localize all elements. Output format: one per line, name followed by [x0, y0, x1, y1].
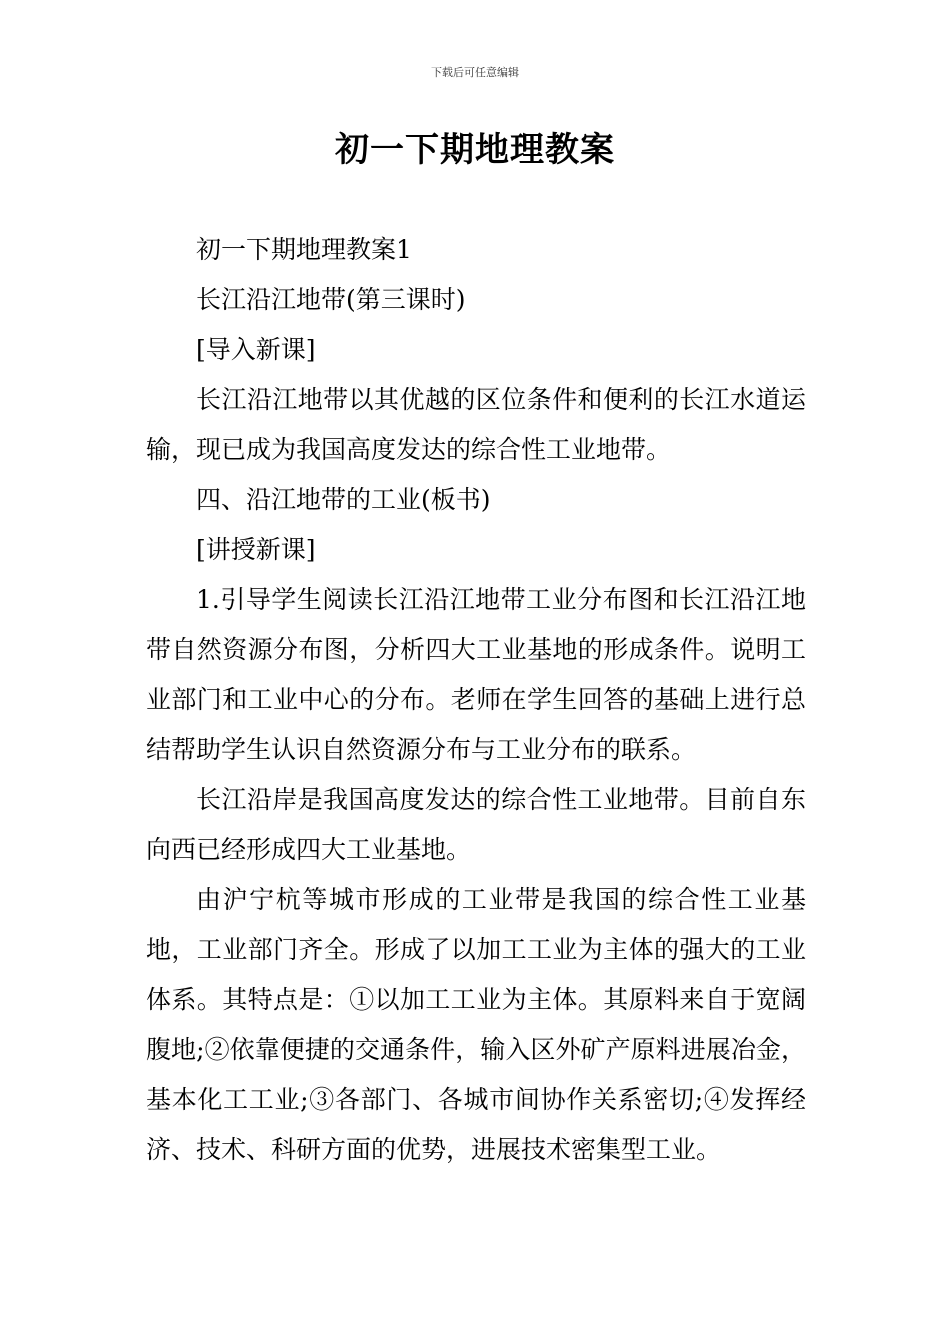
document-body	[146, 225, 806, 1175]
blackboard-heading: 四、沿江地带的工业(板书)	[196, 485, 491, 514]
paragraph: 长江沿江地带以其优越的区位条件和便利的长江水道运输，现已成为我国高度发达的综合性工业地带。	[146, 385, 806, 464]
paragraph: 由沪宁杭等城市形成的工业带是我国的综合性工业基地，工业部门齐全。形成了以加工工业为主体的强大的工业体系。其特点是：①以加工工业为主体。其原料来自于宽阔腹地;②依靠便捷的交通条件，输入区外矿产原料进展冶金，基本化工工业;③各部门、各城市间协作关系密切;④发挥经济、技术、科研方面的优势，进展技术密集型工业。	[146, 885, 806, 1164]
paragraph: 长江沿岸是我国高度发达的综合性工业地带。目前自东向西已经形成四大工业基地。	[146, 785, 806, 864]
section-heading: 初一下期地理教案1	[196, 235, 412, 264]
section-label-teaching: [讲授新课]	[196, 535, 316, 564]
lesson-title: 长江沿江地带(第三课时)	[196, 285, 466, 314]
paragraph: 1.引导学生阅读长江沿江地带工业分布图和长江沿江地带自然资源分布图，分析四大工业基地的形成条件。说明工业部门和工业中心的分布。老师在学生回答的基础上进行总结帮助学生认识自然资源分布与工业分布的联系。	[146, 585, 806, 764]
section-label-intro: [导入新课]	[196, 335, 316, 364]
document-title: 初一下期地理教案	[335, 130, 615, 170]
header-note: 下载后可任意编辑	[431, 66, 519, 79]
